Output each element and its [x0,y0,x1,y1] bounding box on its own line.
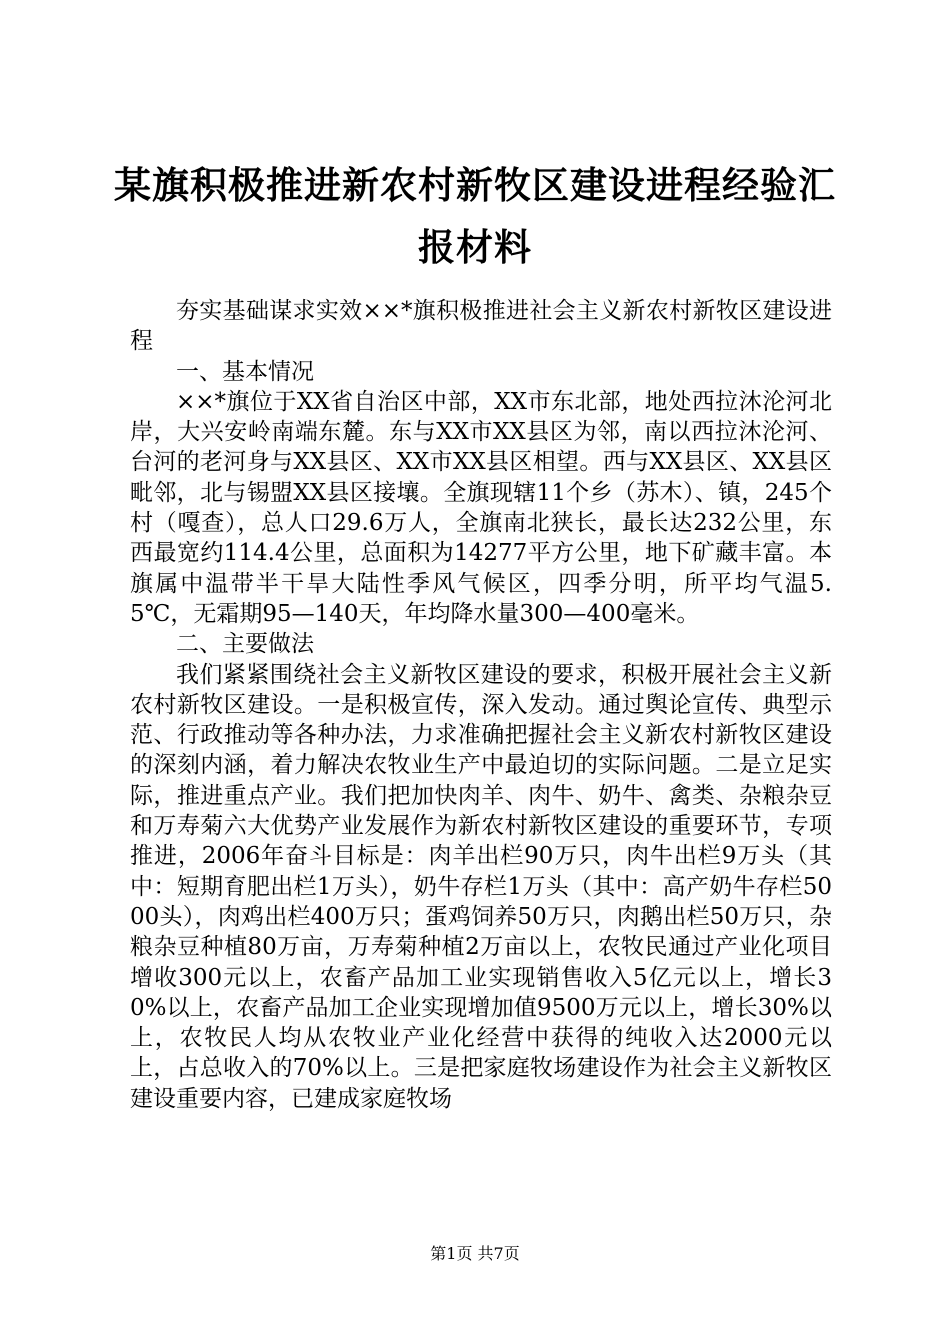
section-heading-methods: 二、主要做法 [176,631,314,658]
page-footer: 第1页 共7页 [430,1244,520,1263]
intro-paragraph: 夯实基础谋求实效××*旗积极推进社会主义新农村新牧区建设进程 [130,298,832,355]
section-heading-basic: 一、基本情况 [176,358,314,385]
basic-info-paragraph: ××*旗位于XX省自治区中部，XX市东北部，地处西拉沐沦河北岸，大兴安岭南端东麓。东与XX市XX县区为邻，南以西拉沐沦河、台河的老河身与XX县区、XX市XX县区相望。西与XX县区、XX县区毗邻，北与锡盟XX县区接壤。全旗现辖11个乡（苏木）、镇，245个村（嘎查），总人口29.6万人，全旗南北狭长，最长达232公里，东西最宽约114.4公里，总面积为14277平方公里，地下矿藏丰富。本旗属中温带半干旱大陆性季风气候区，四季分明，所平均气温5.5℃，无霜期95—140天，年均降水量300—400毫米。 [130,388,832,627]
document-title: 某旗积极推进新农村新牧区建设进程经验汇报材料 [114,163,836,269]
methods-paragraph: 我们紧紧围绕社会主义新牧区建设的要求，积极开展社会主义新农村新牧区建设。一是积极宣传，深入发动。通过舆论宣传、典型示范、行政推动等各种办法，力求准确把握社会主义新农村新牧区建设的深刻内涵，着力解决农牧业生产中最迫切的实际问题。二是立足实际，推进重点产业。我们把加快肉羊、肉牛、奶牛、禽类、杂粮杂豆和万寿菊六大优势产业发展作为新农村新牧区建设的重要环节，专项推进，2006年奋斗目标是：肉羊出栏90万只，肉牛出栏9万头（其中：短期育肥出栏1万头），奶牛存栏1万头（其中：高产奶牛存栏5000头），肉鸡出栏400万只；蛋鸡饲养50万只，肉鹅出栏50万只，杂粮杂豆种植80万亩，万寿菊种植2万亩以上，农牧民通过产业化项目增收300元以上，农畜产品加工业实现销售收入5亿元以上，增长30%以上，农畜产品加工企业实现增加值9500万元以上，增长30%以上，农牧民人均从农牧业产业化经营中获得的纯收入达2000元以上，占总收入的70%以上。三是把家庭牧场建设作为社会主义新牧区建设重要内容，已建成家庭牧场 [130,661,832,1112]
document-body [130,296,832,1114]
